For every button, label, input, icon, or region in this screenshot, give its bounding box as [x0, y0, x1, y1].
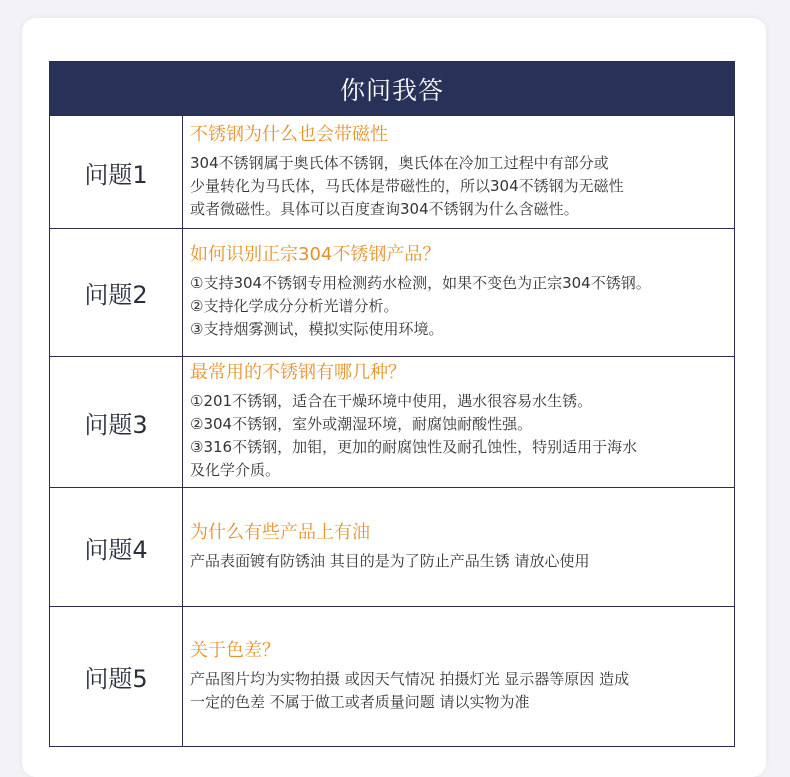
question-title: 关于色差？ — [190, 639, 280, 661]
question-label: 问题5 — [50, 607, 183, 746]
faq-row-5 — [50, 606, 734, 746]
answer-line: ①201不锈钢，适合在干燥环境中使用，遇水很容易水生锈。 — [190, 392, 593, 410]
faq-row-4 — [50, 487, 734, 606]
faq-row-1 — [50, 115, 734, 228]
answer-cell — [183, 116, 734, 228]
answer-cell — [183, 229, 734, 356]
answer-line: 少量转化为马氏体，马氏体是带磁性的，所以304不锈钢为无磁性 — [190, 176, 624, 195]
faq-table — [49, 61, 735, 747]
answer-line: ②304不锈钢，室外或潮湿环境，耐腐蚀耐酸性强。 — [190, 415, 533, 433]
answer-line: 及化学介质。 — [190, 461, 281, 479]
faq-row-2 — [50, 228, 734, 356]
answer-line: 产品表面镀有防锈油 其目的是为了防止产品生锈 请放心使用 — [190, 551, 590, 570]
question-label: 问题2 — [50, 229, 183, 356]
answer-line: 产品图片均为实物拍摄 或因天气情况 拍摄灯光 显示器等原因 造成 — [190, 669, 630, 688]
question-title: 不锈钢为什么也会带磁性 — [190, 123, 388, 145]
question-title: 最常用的不锈钢有哪几种？ — [190, 362, 406, 383]
question-label: 问题4 — [50, 488, 183, 606]
answer-line: ③支持烟雾测试，模拟实际使用环境。 — [190, 320, 444, 338]
answer-line: 一定的色差 不属于做工或者质量问题 请以实物为准 — [190, 692, 530, 711]
answer-cell — [183, 607, 734, 746]
answer-line: 304不锈钢属于奥氏体不锈钢，奥氏体在冷加工过程中有部分或 — [190, 153, 609, 172]
question-title: 为什么有些产品上有油 — [190, 521, 370, 543]
answer-line: ②支持化学成分分析光谱分析。 — [190, 297, 399, 315]
question-label: 问题1 — [50, 116, 183, 228]
question-title: 如何识别正宗304不锈钢产品？ — [190, 244, 441, 265]
faq-row-3 — [50, 356, 734, 487]
faq-title: 你问我答 — [339, 75, 444, 105]
answer-line: 或者微磁性。具体可以百度查询304不锈钢为什么含磁性。 — [190, 199, 579, 218]
answer-line: ③316不锈钢，加钼，更加的耐腐蚀性及耐孔蚀性，特别适用于海水 — [190, 438, 638, 456]
faq-header — [50, 62, 734, 115]
answer-cell — [183, 488, 734, 606]
answer-cell — [183, 357, 734, 487]
question-label: 问题3 — [50, 357, 183, 487]
answer-line: ①支持304不锈钢专用检测药水检测，如果不变色为正宗304不锈钢。 — [190, 274, 651, 292]
